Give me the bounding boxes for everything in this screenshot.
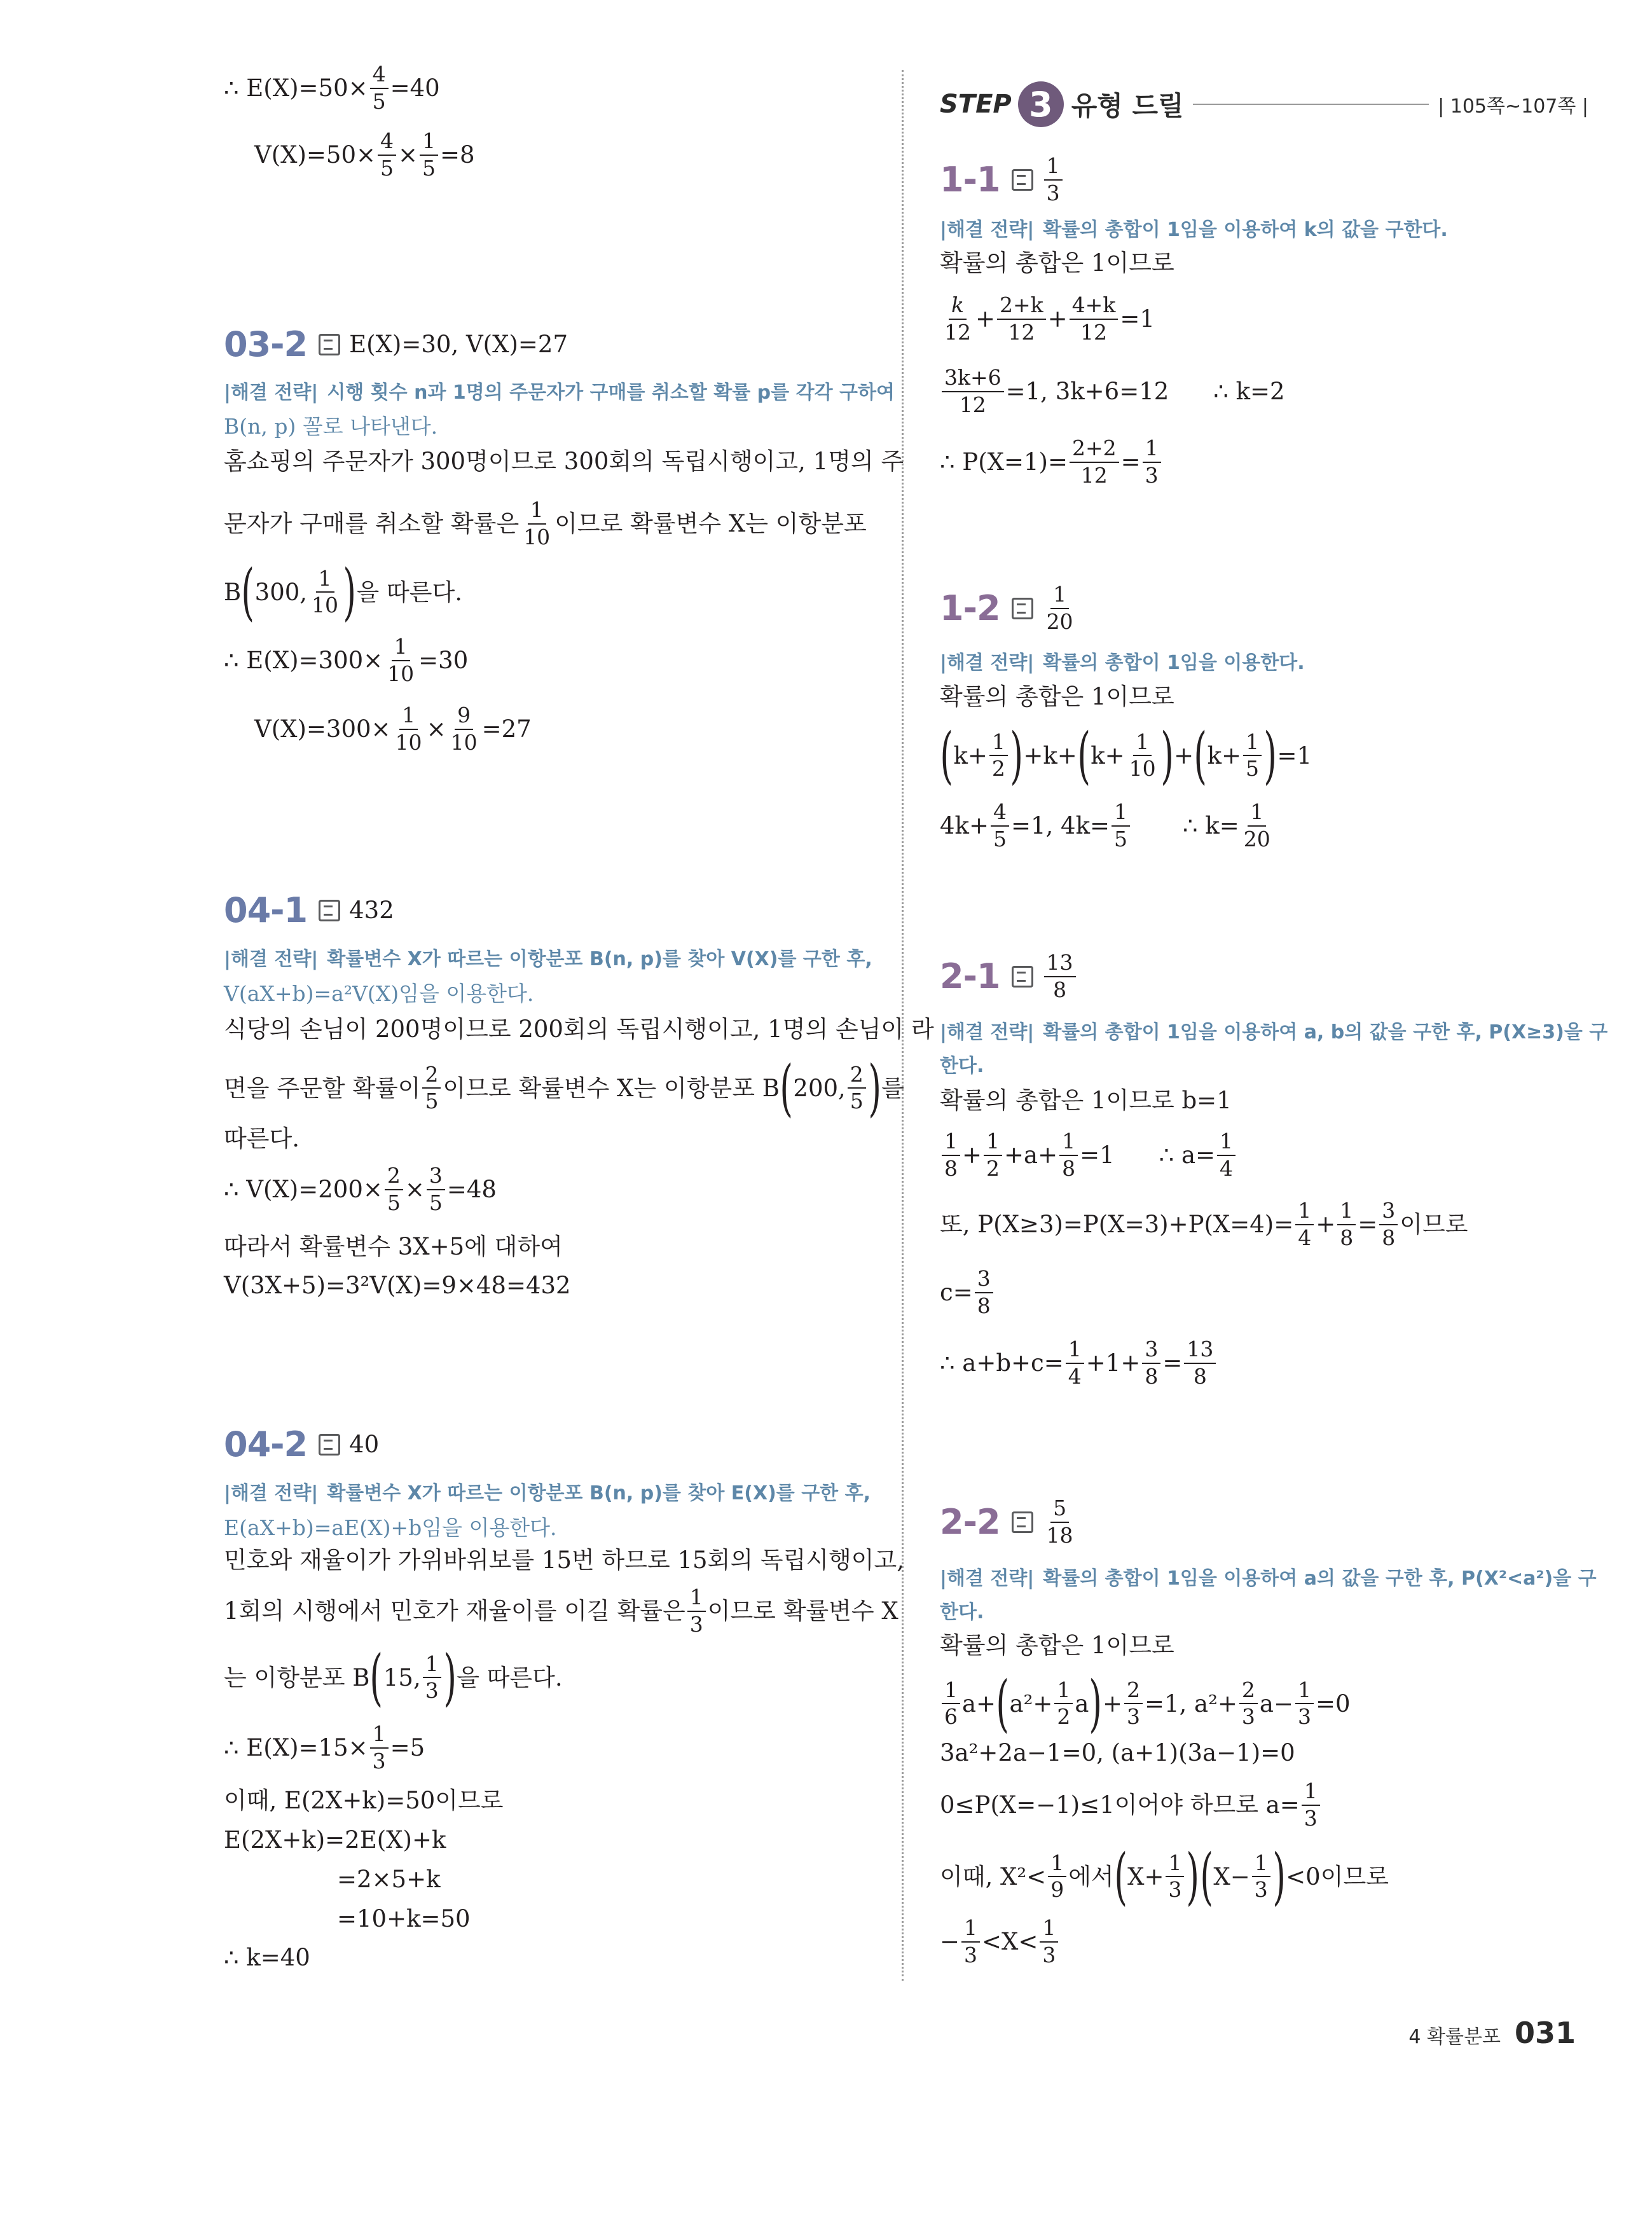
step-label: STEP [940,90,1012,119]
answer-icon [1012,1511,1033,1533]
answer: 432 [349,897,394,924]
math-line: c= $\frac{3}{8}$ [940,1268,995,1317]
strategy-cont: B(n, p) 꼴로 나타낸다. [224,414,438,439]
step-header [940,81,1588,127]
step-title: 유형 드릴 [1071,90,1184,121]
text-line: 는 이항분포 B ( 15, $\frac{1}{3}$ ) 을 따른다. [224,1642,563,1713]
strategy: |해결 전략| 확률변수 X가 따르는 이항분포 B(n, p)를 찾아 E(X)를 구한 후, [224,1482,871,1504]
math-line: ∴ V(X)=200× $\frac{2}{5}$ × $\frac{3}{5}$ =48 [224,1163,497,1215]
math-line: V(3X+5)=3²V(X)=9×48=432 [224,1272,571,1299]
math-line: E(2X+k)=2E(X)+k [224,1826,446,1854]
strategy-cont: 한다. [940,1601,984,1623]
math-line: V(X)=300× $\frac{1}{10}$ × $\frac{9}{10}$ =27 [254,703,532,755]
math-line: $\frac{3k+6}{12}$ =1, 3k+6=12 ∴ k=2 [940,367,1285,416]
problem-number: 2-2 [940,1502,1000,1543]
math-line: ∴ E(X)=15× $\frac{1}{3}$ =5 [224,1721,425,1773]
text-line: 확률의 총합은 1이므로 b=1 [940,1087,1232,1114]
math-line: ∴ a+b+c= $\frac{1}{4}$ +1+ $\frac{3}{8}$ = $\frac{13}{8}$ [940,1339,1218,1387]
answer-icon [1012,966,1033,988]
math-line: $\frac{k}{12}$ + $\frac{2+k}{12}$ + $\frac{4+k}{12}$ =1 [944,293,1155,345]
strategy: |해결 전략| 시행 횟수 n과 1명의 주문자가 구매를 취소할 확률 p를 각각 구하여 [224,382,895,404]
problem-header [224,324,568,364]
math-line: ∴ P(X=1)= $\frac{2+2}{12}$ = $\frac{1}{3}$ [940,437,1163,486]
problem-number: 1-2 [940,588,1000,629]
strategy-cont: V(aX+b)=a²V(X)임을 이용한다. [224,981,534,1006]
strategy: |해결 전략| 확률의 총합이 1임을 이용하여 a의 값을 구한 후, P(X²<a²)을 구 [940,1567,1597,1590]
answer: $\frac{5}{18}$ [1046,1496,1073,1548]
answer-icon [1012,169,1033,191]
math-line: ∴ k=40 [224,1944,310,1971]
problem-number: 2-1 [940,956,1000,997]
step-number-badge: 3 [1018,81,1064,127]
answer-icon [1012,598,1033,619]
problem-number: 03-2 [224,324,308,364]
math-line: $\frac{1}{8}$ + $\frac{1}{2}$ +a+ $\frac{1}{8}$ =1 ∴ a= $\frac{1}{4}$ [940,1131,1237,1180]
answer-icon [319,900,340,921]
answer: E(X)=30, V(X)=27 [349,331,568,358]
text-line: 문자가 구매를 취소할 확률은 $\frac{1}{10}$ 이므로 확률변수 X는 이항분포 [224,497,867,549]
text-line: 확률의 총합은 1이므로 [940,1632,1174,1659]
strategy-cont: 한다. [940,1055,984,1077]
text-line: 이때, E(2X+k)=50이므로 [224,1787,504,1814]
math-line: V(X)=50× $\frac{4}{5}$ × $\frac{1}{5}$ =8 [254,128,475,181]
problem-header [224,890,394,930]
header-rule [1193,104,1429,105]
text-line: 따른다. [224,1125,299,1152]
strategy: |해결 전략| 확률의 총합이 1임을 이용한다. [940,652,1305,674]
math-line: ∴ E(X)=50× $\frac{4}{5}$ =40 [224,62,440,114]
text-line: 식당의 손님이 200명이므로 200회의 독립시행이고, 1명의 손님이 라 [224,1015,934,1043]
math-line: 4k+ $\frac{4}{5}$ =1, 4k= $\frac{1}{5}$ ∴ k= $\frac{1}{20}$ [940,799,1270,851]
problem-number: 04-1 [224,890,308,930]
math-line: 3a²+2a−1=0, (a+1)(3a−1)=0 [940,1739,1295,1766]
math-line: =10+k=50 [337,1905,471,1932]
problem-header [940,155,1064,204]
text-line: 1회의 시행에서 민호가 재율이를 이길 확률은 $\frac{1}{3}$ 이므로 확률변수 X [224,1585,898,1637]
problem-number: 04-2 [224,1424,308,1464]
answer-icon [319,1434,340,1456]
problem-header [940,952,1078,1001]
strategy: |해결 전략| 확률변수 X가 따르는 이항분포 B(n, p)를 찾아 V(X)를 구한 후, [224,948,872,970]
answer: $\frac{13}{8}$ [1044,952,1076,1001]
page-footer [1408,2016,1576,2050]
text-line: 홈쇼핑의 주문자가 300명이므로 300회의 독립시행이고, 1명의 주 [224,448,904,475]
text-line: 민호와 재율이가 가위바위보를 15번 하므로 15회의 독립시행이고, [224,1546,905,1574]
problem-header [224,1424,379,1464]
text-line: B ( 300, $\frac{1}{10}$ ) 을 따른다. [224,556,462,628]
math-line: =2×5+k [337,1866,441,1893]
strategy-cont: E(aX+b)=aE(X)+b임을 이용한다. [224,1515,557,1540]
text-line: 따라서 확률변수 3X+5에 대하여 [224,1233,563,1260]
math-line: 이때, X²< $\frac{1}{9}$ 에서 ( X+ $\frac{1}{3}$ ) ( X− $\frac{1}{3}$ ) <0이므로 [940,1841,1389,1912]
answer-icon [319,334,340,355]
problem-header [940,1497,1078,1546]
problem-number: 1-1 [940,160,1000,200]
text-line: 면을 주문할 확률이 $\frac{2}{5}$ 이므로 확률변수 X는 이항분포 B ( 200, $\frac{2}{5}$ ) 를 [224,1052,904,1124]
strategy: |해결 전략| 확률의 총합이 1임을 이용하여 k의 값을 구한다. [940,219,1448,241]
answer: 40 [349,1431,380,1458]
math-line: ∴ E(X)=300× $\frac{1}{10}$ =30 [224,634,469,686]
answer: $\frac{1}{3}$ [1044,155,1063,204]
math-line: $\frac{1}{6}$ a+ ( a²+ $\frac{1}{2}$ a ) + $\frac{2}{3}$ =1, a²+ $\frac{2}{3}$ a− $\frac{1}{3}$ =0 [940,1676,1351,1731]
text-line: 확률의 총합은 1이므로 [940,249,1174,277]
page-number: 031 [1514,2016,1576,2050]
math-line: 또, P(X≥3)=P(X=3)+P(X=4)= $\frac{1}{4}$ + $\frac{1}{8}$ = $\frac{3}{8}$ 이므로 [940,1198,1468,1250]
math-line: − $\frac{1}{3}$ <X< $\frac{1}{3}$ [940,1917,1060,1966]
math-line: 0≤P(X=−1)≤1이어야 하므로 a= $\frac{1}{3}$ [940,1780,1322,1829]
text-line: 확률의 총합은 1이므로 [940,683,1174,710]
problem-header [940,584,1078,633]
page-range: | 105쪽~107쪽 | [1438,95,1588,118]
math-line: ( k+ $\frac{1}{2}$ ) +k+ ( k+ $\frac{1}{10}$ ) + ( k+ $\frac{1}{5}$ ) =1 [940,720,1312,791]
strategy: |해결 전략| 확률의 총합이 1임을 이용하여 a, b의 값을 구한 후, P(X≥3)을 구 [940,1021,1608,1043]
chapter-label: 4 확률분포 [1408,2026,1501,2048]
answer: $\frac{1}{20}$ [1046,582,1073,634]
